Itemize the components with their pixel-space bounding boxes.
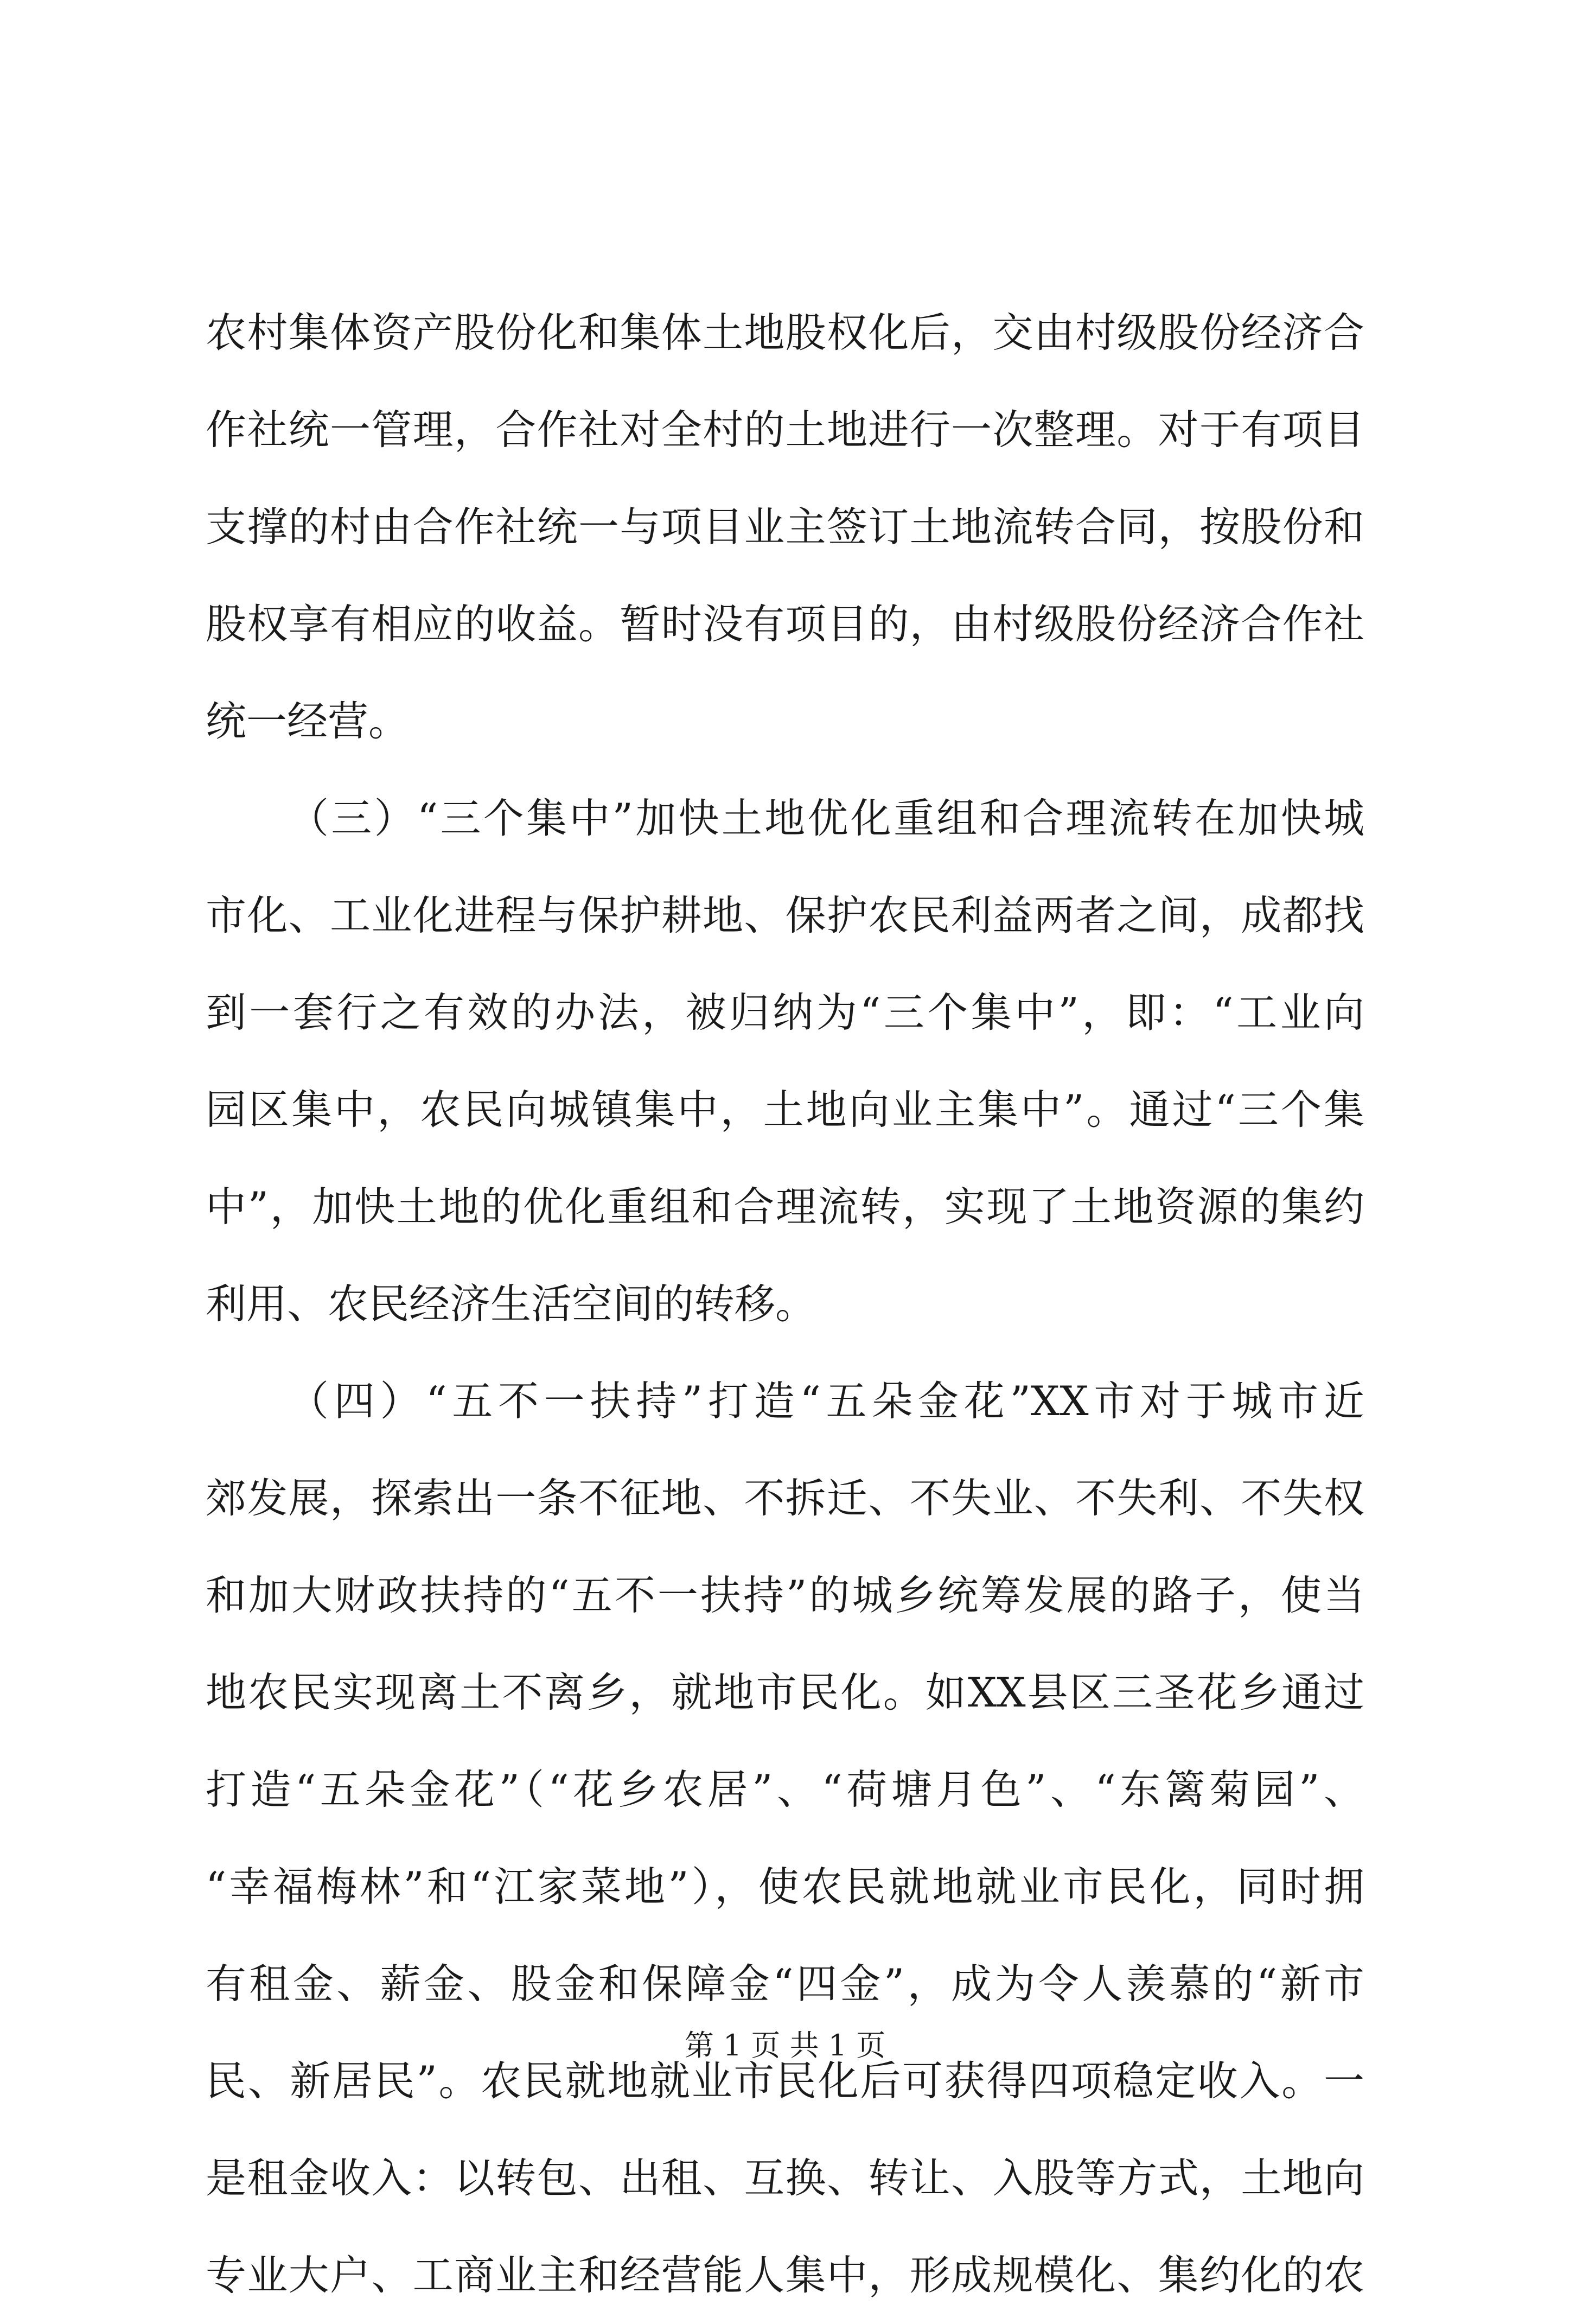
text-line: 中”，加快土地的优化重组和合理流转，实现了土地资源的集约 (206, 1183, 1364, 1231)
text-line: 市化、工业化进程与保护耕地、保护农民利益两者之间，成都找 (206, 892, 1364, 939)
text-line: 郊发展，探索出一条不征地、不拆迁、不失业、不失利、不失权 (206, 1474, 1364, 1522)
text-line: 是租金收入：以转包、出租、互换、转让、入股等方式，土地向 (206, 2154, 1364, 2202)
section-heading-three: （三）“三个集中”加快土地优化重组和合理流转在加快城 (288, 794, 1364, 842)
text-line: 作社统一管理，合作社对全村的土地进行一次整理。对于有项目 (206, 406, 1364, 454)
text-line: 股权享有相应的收益。暂时没有项目的，由村级股份经济合作社 (206, 600, 1364, 648)
text-line: 专业大户、工商业主和经营能人集中，形成规模化、集约化的农 (206, 2251, 1364, 2299)
text-line: 支撑的村由合作社统一与项目业主签订土地流转合同，按股份和 (206, 503, 1364, 551)
body-text (206, 284, 1364, 2324)
section-heading-four: （四）“五不一扶持”打造“五朵金花”XX市对于城市近 (288, 1377, 1364, 1425)
text-line: 统一经营。 (206, 697, 410, 745)
text-line: 有租金、薪金、股金和保障金“四金”，成为令人羡慕的“新市 (206, 1960, 1364, 2008)
text-line: 和加大财政扶持的“五不一扶持”的城乡统筹发展的路子，使当 (206, 1571, 1364, 1619)
text-line: 农村集体资产股份化和集体土地股权化后，交由村级股份经济合 (206, 309, 1364, 356)
text-line: “幸福梅林”和“江家菜地”），使农民就地就业市民化，同时拥 (206, 1863, 1364, 1911)
text-line: 园区集中，农民向城镇集中，土地向业主集中”。通过“三个集 (206, 1086, 1364, 1134)
text-line: 民、新居民”。农民就地就业市民化后可获得四项稳定收入。一 (206, 2057, 1364, 2105)
text-line: 地农民实现离土不离乡，就地市民化。如XX县区三圣花乡通过 (206, 1669, 1364, 1716)
page-footer: 第 1 页 共 1 页 (684, 2028, 886, 2062)
text-line: 打造“五朵金花”（“花乡农居”、“荷塘月色”、“东篱菊园”、 (206, 1766, 1364, 1813)
text-line: 利用、农民经济生活空间的转移。 (206, 1280, 816, 1328)
text-line: 到一套行之有效的办法，被归纳为“三个集中”，即：“工业向 (206, 989, 1364, 1036)
